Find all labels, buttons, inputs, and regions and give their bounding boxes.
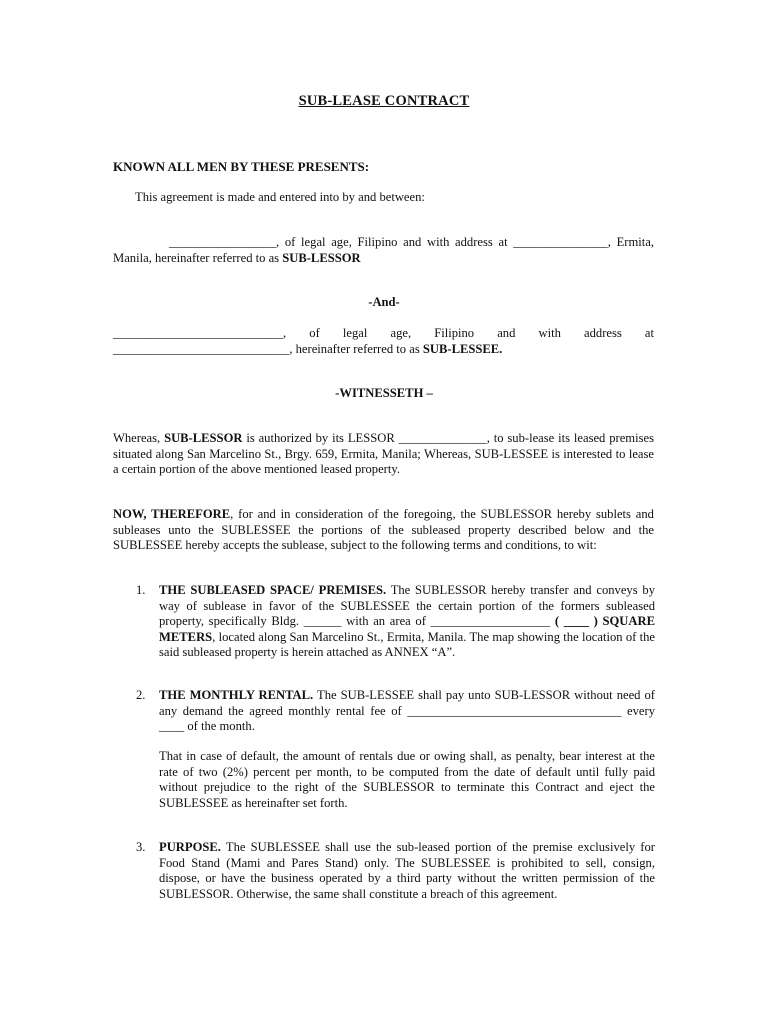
item2-paragraph2: That in case of default, the amount of rentals due or owing shall, as penalty, bear interest at the rate of two (2%) percent per month, to be computed from the date of default until fully paid without prejudice to the right of the SUBLESSOR to terminate this Contract and eject the SUBLESSEE as hereinafter set forth. xyxy=(159,749,655,810)
and-label: -And- xyxy=(368,295,400,309)
item1-paragraph xyxy=(159,583,655,661)
item3-number: 3. xyxy=(136,840,146,854)
intro-paragraph: This agreement is made and entered into by and between: xyxy=(135,190,425,204)
item2-paragraph xyxy=(159,688,655,735)
item1-heading: THE SUBLEASED SPACE/ PREMISES. xyxy=(159,583,387,597)
party2-paragraph xyxy=(113,326,654,357)
party2-text: ___________________________, of legal age, Filipino and with address at ____________________________, hereinafter referred to as xyxy=(113,326,654,356)
whereas-bold: SUB-LESSOR xyxy=(164,431,243,445)
item2-text1: The SUB-LESSEE shall pay unto SUB-LESSOR without need of any demand the agreed monthly rental fee of __________________________________ every ____ of the month. xyxy=(159,688,655,733)
item2-number: 2. xyxy=(136,688,146,702)
whereas-lead: Whereas, xyxy=(113,431,165,445)
now-therefore-paragraph xyxy=(113,507,654,554)
now-therefore-rest: , for and in consideration of the foregoing, the SUBLESSOR hereby sublets and subleases unto the SUBLESSEE the portions of the subleased property described below and the SUBLESSEE hereby accepts the sublease, subject to the following terms and conditions, to wit: xyxy=(113,507,654,552)
now-therefore-bold: NOW, THEREFORE xyxy=(113,507,231,521)
party2-role: SUB-LESSEE. xyxy=(422,341,503,356)
item1-bold2: ( ____ ) SQUARE METERS xyxy=(159,614,655,644)
item3-paragraph xyxy=(159,840,655,902)
item3-text1: The SUBLESSEE shall use the sub-leased portion of the premise exclusively for Food Stand (Mami and Pares Stand) only. The SUBLESSEE is prohibited to sell, consign, dispose, or have the business operated by a third party without the written permission of the SUBLESSOR. Otherwise, the same shall constitute a breach of this agreement. xyxy=(159,840,655,901)
party1-role: SUB-LESSOR xyxy=(282,250,361,265)
document-title: SUB-LEASE CONTRACT xyxy=(298,93,470,109)
item1-text2: , located along San Marcelino St., Ermita, Manila. The map showing the location of the said subleased property is herein attached as ANNEX “A”. xyxy=(159,629,655,659)
witnesseth-heading: -WITNESSETH – xyxy=(335,386,433,400)
known-all-heading: KNOWN ALL MEN BY THESE PRESENTS: xyxy=(113,159,370,174)
whereas-rest: is authorized by its LESSOR ______________, to sub-lease its leased premises situated along San Marcelino St., Brgy. 659, Ermita, Manila; Whereas, SUB-LESSEE is interested to lease a certain portion of the above mentioned leased property. xyxy=(113,431,654,476)
whereas-paragraph xyxy=(113,431,654,478)
item3-heading: PURPOSE. xyxy=(159,840,221,854)
item1-text1: The SUBLESSOR hereby transfer and conveys by way of sublease in favor of the SUBLESSEE the certain portion of the formers subleased property, specifically Bldg. ______ with an area of ___________________ xyxy=(159,583,655,628)
item1-number: 1. xyxy=(136,583,146,597)
item2-heading: THE MONTHLY RENTAL. xyxy=(159,688,314,702)
party1-paragraph xyxy=(113,235,654,266)
party1-text: _________________, of legal age, Filipino and with address at _______________, Ermita, Manila, hereinafter referred to as xyxy=(113,235,654,265)
